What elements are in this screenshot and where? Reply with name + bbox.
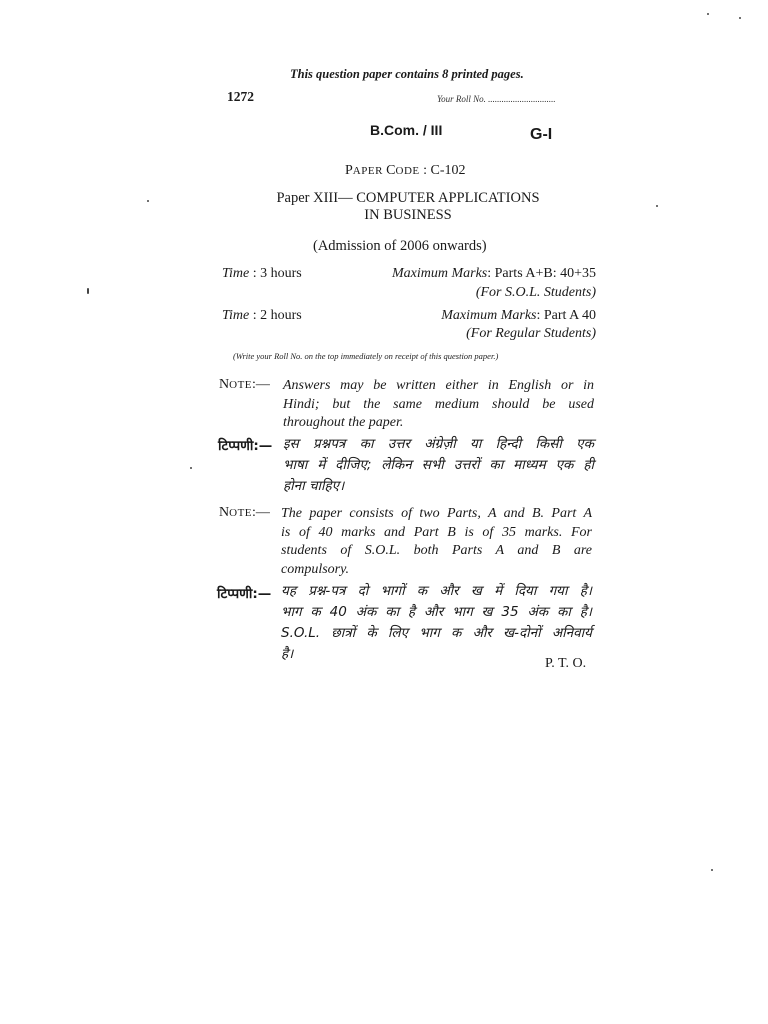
note-2-line-2: भाषा में दीजिए; लेकिन सभी उत्तरों का माध्यम एक ही	[283, 457, 594, 473]
paper-code-label: PAPER CODE	[345, 163, 420, 178]
note-1-line-2: Hindi; but the same medium should be used	[283, 396, 594, 412]
note-4-label: टिप्पणी:—	[217, 586, 272, 602]
max-marks-regular: Maximum Marks: Part A 40	[441, 308, 596, 323]
printed-pages-note: This question paper contains 8 printed pages.	[290, 67, 524, 81]
note-2-label: टिप्पणी:—	[218, 438, 273, 454]
note-4-line-3: S.O.L. छात्रों के लिए भाग क और ख-दोनों अनिवार्य	[281, 625, 592, 641]
admission-note: (Admission of 2006 onwards)	[313, 238, 487, 254]
time-regular: Time : 2 hours	[222, 308, 302, 323]
roll-number-instruction: (Write your Roll No. on the top immediately on receipt of this question paper.)	[233, 351, 499, 361]
note-4-line-2: भाग क 40 अंक का है और भाग ख 35 अंक का है।	[281, 604, 592, 620]
note-1-line-1: Answers may be written either in English or in	[283, 378, 594, 393]
note-3-line-1: The paper consists of two Parts, A and B. Part A	[281, 506, 592, 521]
note-3-line-4: compulsory.	[281, 561, 350, 577]
paper-code-value: : C-102	[423, 163, 466, 178]
scan-speck	[190, 467, 192, 469]
paper-title-line-2: IN BUSINESS	[364, 207, 452, 223]
note-3-label: NOTE:—	[219, 505, 270, 520]
set-code: G-I	[530, 126, 553, 143]
course-title: B.Com. / III	[370, 122, 443, 138]
scan-speck	[707, 13, 709, 15]
note-1-text	[283, 377, 594, 433]
scan-speck	[147, 200, 149, 202]
paper-title-line-1: Paper XIII— COMPUTER APPLICATIONS	[276, 190, 540, 206]
note-2-line-1: इस प्रश्नपत्र का उत्तर अंग्रेज़ी या हिन्दी किसी एक	[283, 436, 594, 452]
note-2-text	[283, 434, 594, 497]
roll-number-field: Your Roll No. ..............................	[437, 94, 556, 104]
note-3-line-3: students of S.O.L. both Parts A and B are	[281, 543, 592, 558]
note-1-label: NOTE:—	[219, 377, 270, 392]
audience-sol: (For S.O.L. Students)	[475, 285, 596, 300]
note-3-text	[281, 505, 592, 579]
note-3-line-2: is of 40 marks and Part B is of 35 marks. For	[281, 524, 592, 540]
audience-regular: (For Regular Students)	[466, 326, 596, 341]
please-turn-over: P. T. O.	[545, 656, 587, 671]
paper-title	[200, 190, 616, 224]
scan-speck	[656, 205, 658, 207]
scan-speck	[739, 17, 741, 19]
note-4-text	[281, 581, 592, 665]
scan-speck	[711, 869, 713, 871]
max-marks-sol: Maximum Marks: Parts A+B: 40+35	[391, 266, 596, 281]
note-4-line-4: है।	[281, 646, 294, 662]
paper-code	[345, 163, 466, 179]
paper-number: 1272	[227, 89, 254, 104]
time-sol: Time : 3 hours	[222, 266, 302, 281]
scan-speck	[87, 288, 89, 294]
note-1-line-3: throughout the paper.	[283, 415, 404, 430]
note-4-line-1: यह प्रश्न-पत्र दो भागों क और ख में दिया गया है।	[281, 583, 592, 599]
note-2-line-3: होना चाहिए।	[283, 478, 345, 494]
